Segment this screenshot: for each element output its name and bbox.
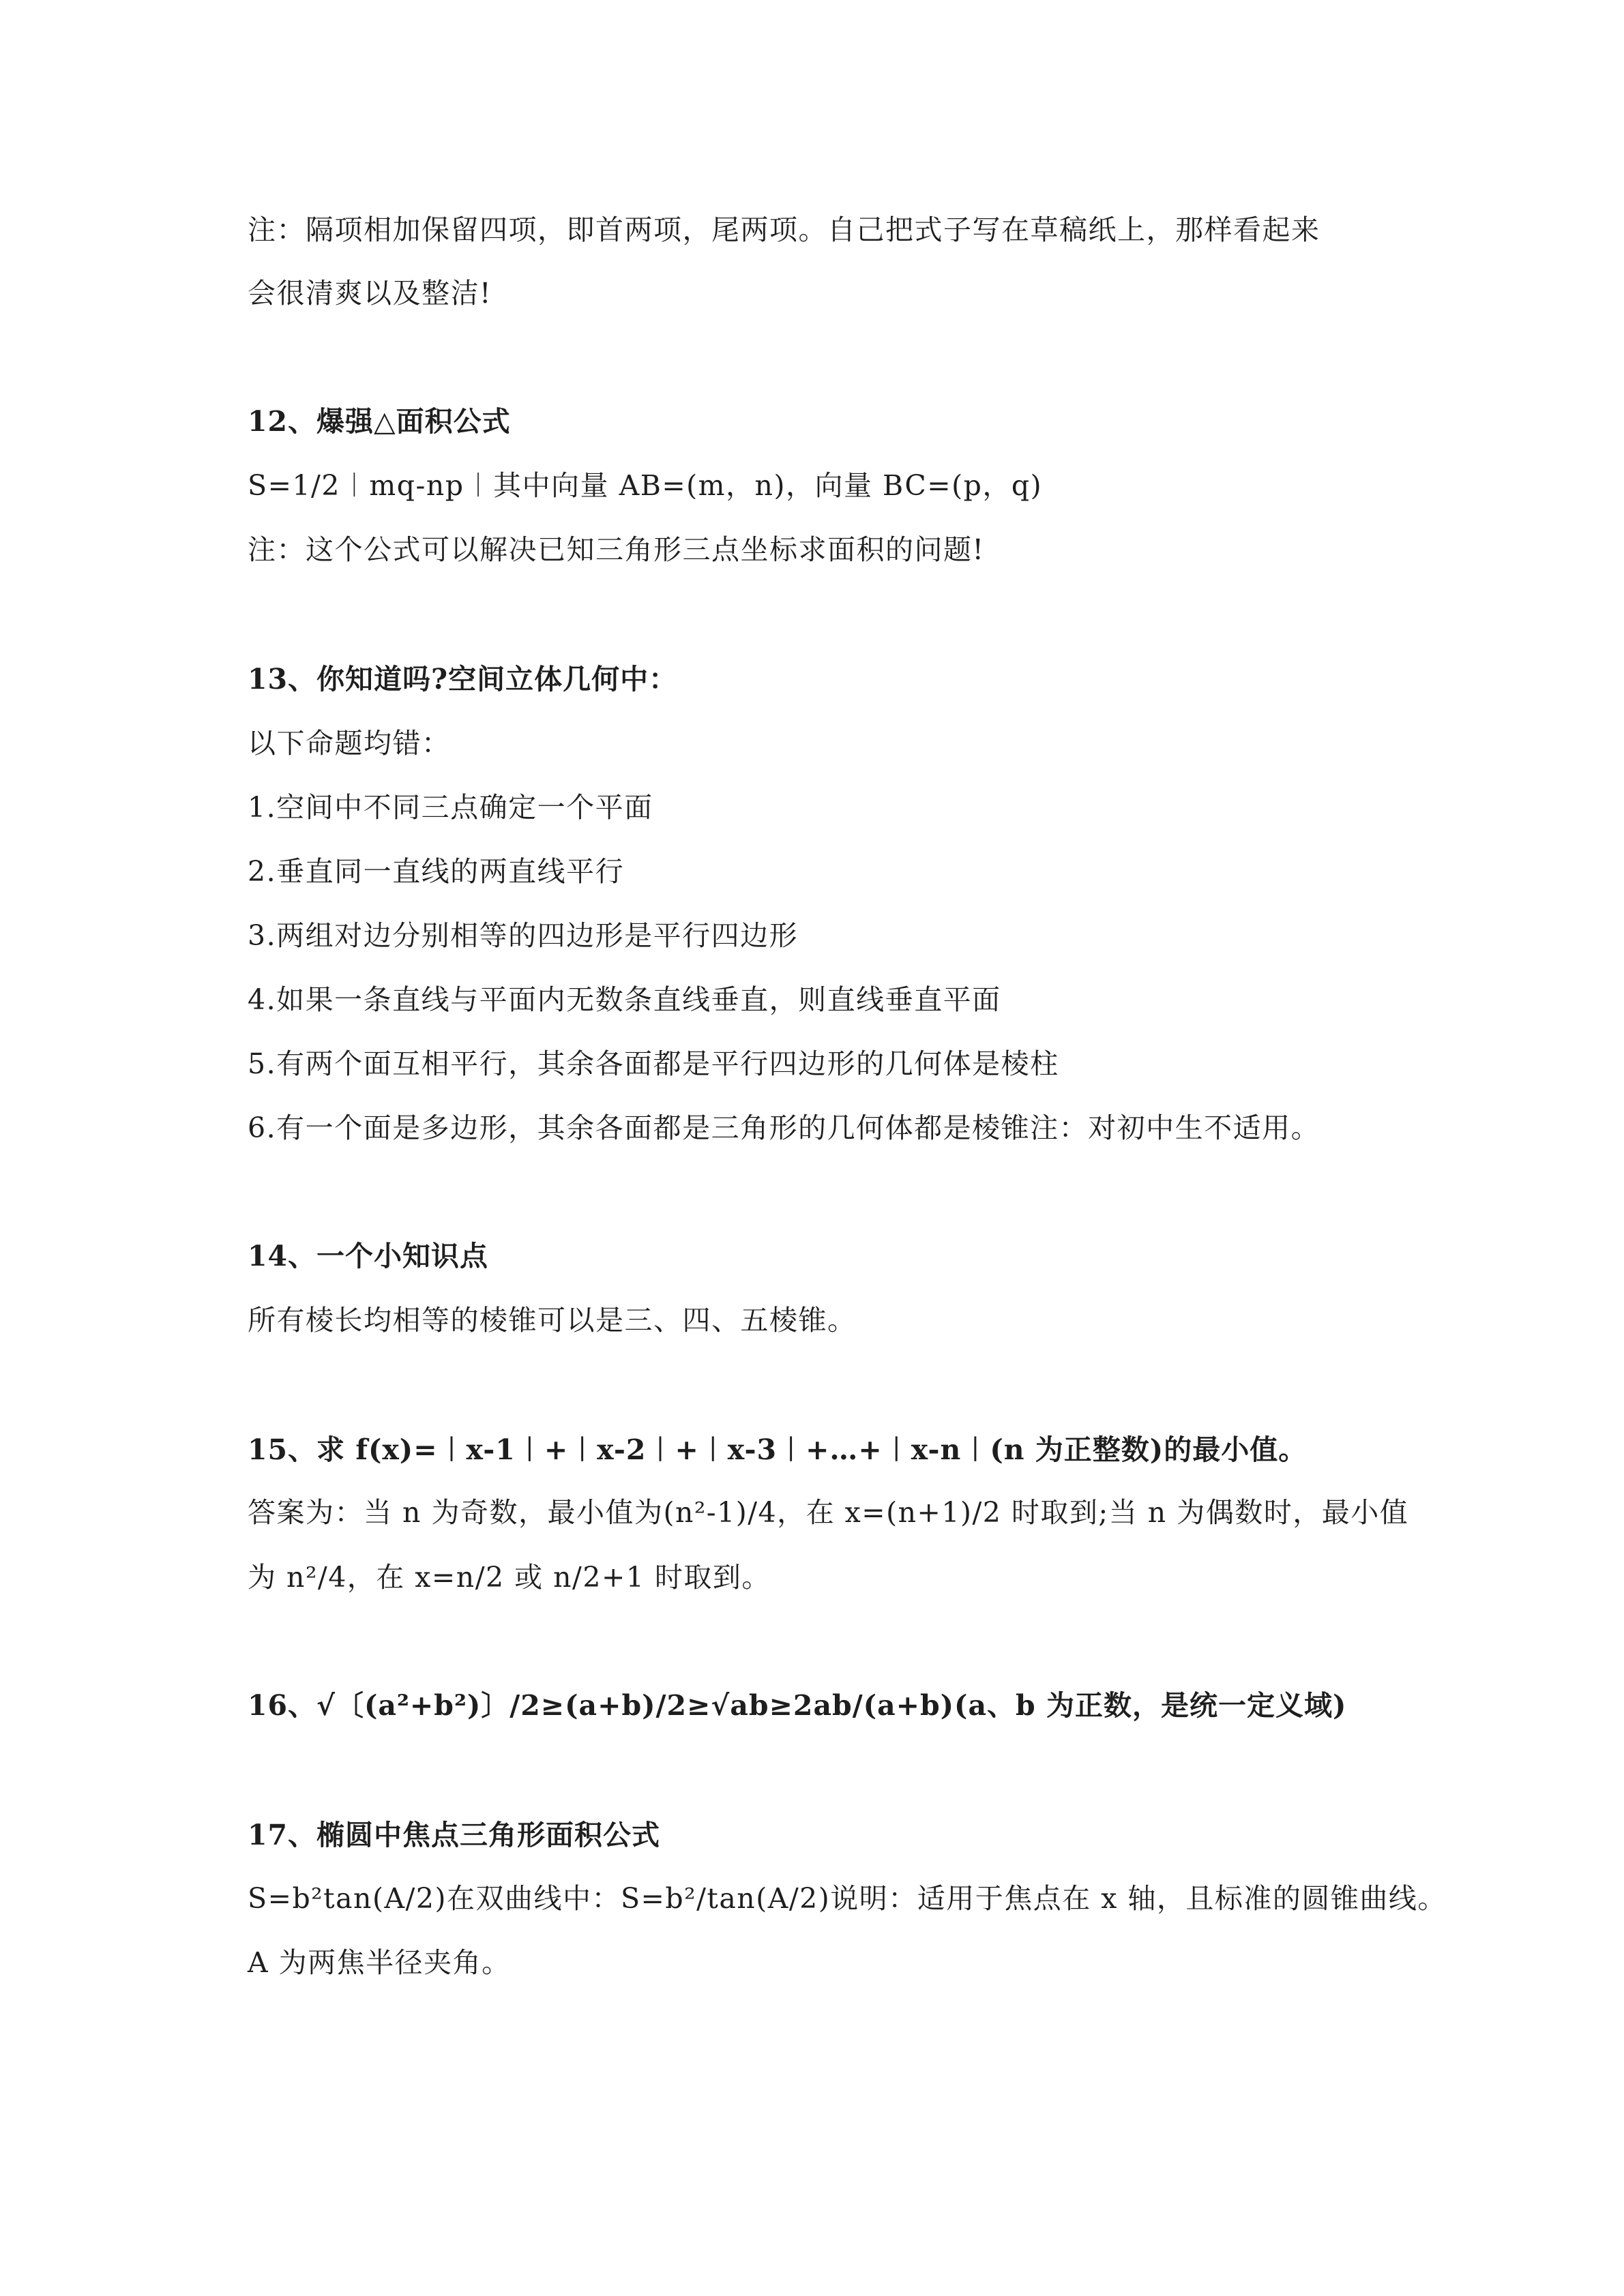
section-14-text: 所有棱长均相等的棱锥可以是三、四、五棱锥。 xyxy=(248,1304,857,1337)
section-13-heading: 13、你知道吗?空间立体几何中： xyxy=(248,663,678,696)
section-12-note: 注：这个公式可以解决已知三角形三点坐标求面积的问题! xyxy=(248,533,985,566)
section-13-item-5: 5.有两个面互相平行，其余各面都是平行四边形的几何体是棱柱 xyxy=(248,1047,1059,1080)
section-13-item-3: 3.两组对边分别相等的四边形是平行四边形 xyxy=(248,919,799,952)
section-13-item-6: 6.有一个面是多边形，其余各面都是三角形的几何体都是棱锥注：对初中生不适用。 xyxy=(248,1112,1320,1144)
intro-note-line-2: 会很清爽以及整洁! xyxy=(248,277,492,310)
section-13-item-2: 2.垂直同一直线的两直线平行 xyxy=(248,855,625,888)
section-17-heading: 17、椭圆中焦点三角形面积公式 xyxy=(248,1819,661,1851)
intro-note-line-1: 注：隔项相加保留四项，即首两项，尾两项。自己把式子写在草稿纸上，那样看起来 xyxy=(248,213,1320,246)
section-14-heading: 14、一个小知识点 xyxy=(248,1240,489,1272)
section-12-formula: S=1/2︱mq-np︱其中向量 AB=(m，n)，向量 BC=(p，q) xyxy=(248,469,1043,502)
section-17-line-1: S=b²tan(A/2)在双曲线中：S=b²/tan(A/2)说明：适用于焦点在 x 轴，且标准的圆锥曲线。 xyxy=(248,1882,1447,1915)
section-15-answer-line-1: 答案为：当 n 为奇数，最小值为(n²-1)/4，在 x=(n+1)/2 时取到;当 n 为偶数时，最小值 xyxy=(248,1496,1409,1529)
section-15-answer-line-2: 为 n²/4，在 x=n/2 或 n/2+1 时取到。 xyxy=(248,1561,771,1594)
section-12-heading: 12、爆强△面积公式 xyxy=(248,405,511,438)
section-16-heading: 16、√〔(a²+b²)〕/2≥(a+b)/2≥√ab≥2ab/(a+b)(a、b 为正数，是统一定义域) xyxy=(248,1689,1347,1722)
section-17-line-2: A 为两焦半径夹角。 xyxy=(248,1946,511,1979)
section-13-item-1: 1.空间中不同三点确定一个平面 xyxy=(248,791,653,824)
section-13-item-4: 4.如果一条直线与平面内无数条直线垂直，则直线垂直平面 xyxy=(248,983,1001,1016)
section-15-heading: 15、求 f(x)=︱x-1︱+︱x-2︱+︱x-3︱+…+︱x-n︱(n 为正整数)的最小值。 xyxy=(248,1433,1308,1466)
section-13-intro: 以下命题均错： xyxy=(248,727,451,760)
